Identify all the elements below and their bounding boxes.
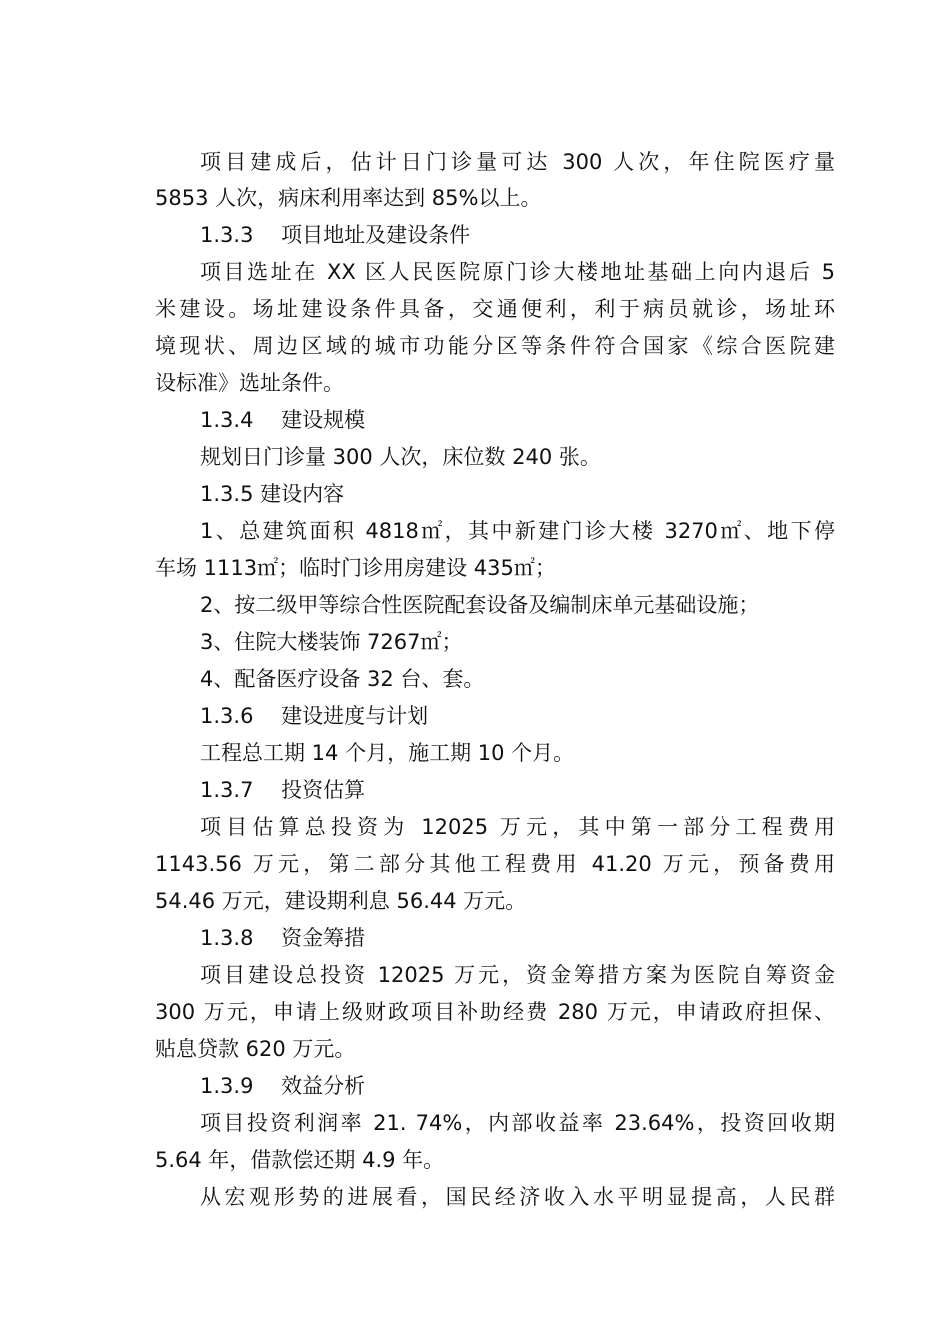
body-text-line: 项目建成后，估计日门诊量可达 300 人次，年住院医疗量 (200, 150, 835, 174)
section-heading: 1.3.5 建设内容 (200, 482, 345, 506)
section-heading: 1.3.8 资金筹措 (200, 926, 366, 950)
body-text-line: 米建设。场址建设条件具备，交通便利，利于病员就诊，场址环 (155, 297, 835, 321)
list-item-text: 4、配备医疗设备 32 台、套。 (200, 667, 485, 691)
list-item-text: 2、按二级甲等综合性医院配套设备及编制床单元基础设施； (200, 593, 760, 617)
body-text-line: 设标准》选址条件。 (155, 371, 344, 395)
body-text-line: 5.64 年，借款偿还期 4.9 年。 (155, 1148, 445, 1172)
list-item-text: 车场 1113㎡；临时门诊用房建设 435㎡； (155, 556, 556, 580)
body-text-line: 贴息贷款 620 万元。 (155, 1037, 356, 1061)
body-text-line: 项目选址在 XX 区人民医院原门诊大楼地址基础上向内退后 5 (200, 260, 835, 284)
list-item-text: 3、住院大楼装饰 7267㎡； (200, 630, 463, 654)
section-heading: 1.3.7 投资估算 (200, 778, 366, 802)
body-text-line: 从宏观形势的进展看，国民经济收入水平明显提高，人民群 (200, 1185, 835, 1209)
section-heading: 1.3.4 建设规模 (200, 408, 366, 432)
body-text-line: 境现状、周边区域的城市功能分区等条件符合国家《综合医院建 (155, 334, 835, 358)
body-text-line: 规划日门诊量 300 人次，床位数 240 张。 (200, 445, 601, 469)
body-text-line: 项目建设总投资 12025 万元，资金筹措方案为医院自筹资金 (200, 963, 835, 987)
body-text-line: 项目投资利润率 21. 74%，内部收益率 23.64%，投资回收期 (200, 1111, 835, 1135)
body-text-line: 1143.56 万元，第二部分其他工程费用 41.20 万元，预备费用 (155, 852, 835, 876)
body-text-line: 54.46 万元，建设期利息 56.44 万元。 (155, 889, 527, 913)
section-heading: 1.3.9 效益分析 (200, 1074, 366, 1098)
body-text-line: 项目估算总投资为 12025 万元，其中第一部分工程费用 (200, 815, 835, 839)
body-text-line: 5853 人次，病床利用率达到 85%以上。 (155, 186, 542, 210)
section-heading: 1.3.3 项目地址及建设条件 (200, 223, 471, 247)
body-text-line: 工程总工期 14 个月，施工期 10 个月。 (200, 741, 575, 765)
list-item-text: 1、总建筑面积 4818㎡，其中新建门诊大楼 3270㎡、地下停 (200, 519, 835, 543)
body-text-line: 300 万元，申请上级财政项目补助经费 280 万元，申请政府担保、 (155, 1000, 835, 1024)
section-heading: 1.3.6 建设进度与计划 (200, 704, 429, 728)
